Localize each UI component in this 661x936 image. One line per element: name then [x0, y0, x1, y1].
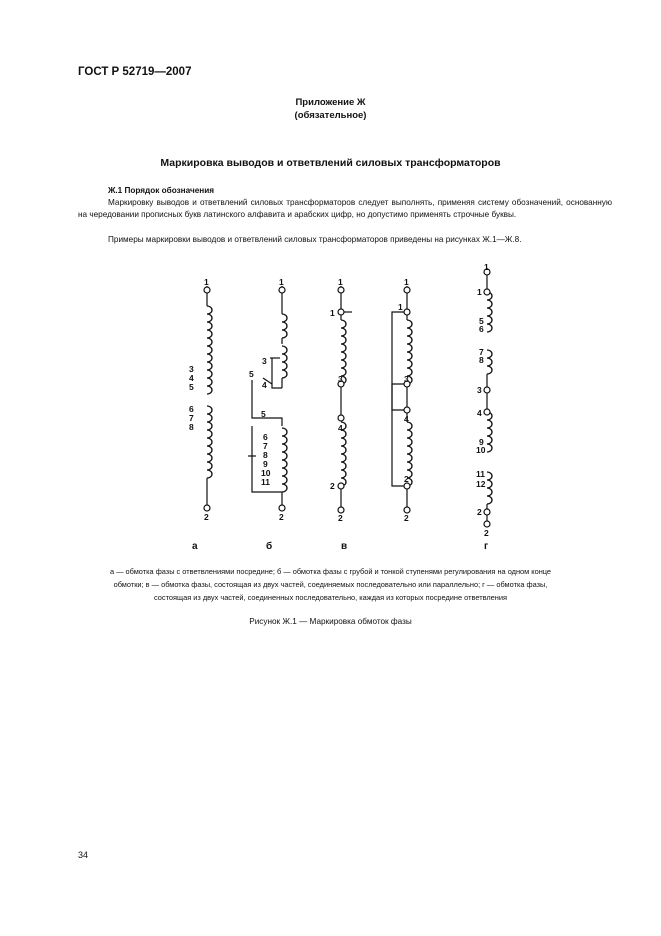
- v-sub-label: в: [341, 541, 348, 552]
- g-tap-7: 7: [479, 347, 484, 357]
- b-tap-4: 4: [262, 380, 267, 390]
- g-tap-6: 6: [479, 324, 484, 334]
- g-tap-4: 4: [477, 408, 482, 418]
- caption-line-3: состоящая из двух частей, соединенных последовательно, каждая из которых посредине ответвления: [154, 593, 507, 602]
- winding-diagram: [0, 260, 661, 560]
- diagram-v: [338, 286, 352, 513]
- g-term-bottom: 2: [484, 528, 489, 538]
- b-tap-6: 6: [263, 432, 268, 442]
- g-tap-3: 3: [477, 385, 482, 395]
- a-term-1: 1: [204, 277, 209, 287]
- v2-term-top: 1: [404, 277, 409, 287]
- b-tap-7: 7: [263, 441, 268, 451]
- caption-line-1: а — обмотка фазы с ответвлениями посредине; б — обмотка фазы с грубой и тонкой ступенями регулирования на одном конце: [109, 567, 552, 576]
- a-tap-4: 4: [189, 373, 194, 383]
- g-term-top: 1: [484, 262, 489, 272]
- b-sub-label: б: [266, 541, 273, 552]
- main-title: Маркировка выводов и ответвлений силовых трансформаторов: [160, 157, 501, 169]
- v2-term-4: 4: [404, 414, 409, 424]
- v-term-top: 1: [338, 277, 343, 287]
- a-tap-6: 6: [189, 404, 194, 414]
- annex-title: Приложение Ж: [295, 97, 366, 108]
- g-tap-5: 5: [479, 316, 484, 326]
- page-number: 34: [78, 850, 89, 860]
- section-heading: Ж.1 Порядок обозначения: [108, 186, 215, 195]
- g-tap-12: 12: [476, 479, 486, 489]
- document-header: ГОСТ Р 52719—2007: [78, 66, 192, 78]
- b-tap-10: 10: [261, 468, 271, 478]
- b-tap-5a: 5: [249, 369, 254, 379]
- b-tap-11: 11: [261, 477, 270, 487]
- v-term-4: 4: [338, 423, 343, 433]
- v2-term-2: 2: [404, 474, 409, 484]
- g-tap-2: 2: [477, 507, 482, 517]
- b-tap-3: 3: [262, 356, 267, 366]
- figure-caption: [0, 565, 661, 604]
- b-tap-9: 9: [263, 459, 268, 469]
- paragraph-2: [78, 234, 612, 246]
- a-tap-5: 5: [189, 382, 194, 392]
- g-tap-11: 11: [476, 469, 485, 479]
- v2-term-bottom: 2: [404, 513, 409, 523]
- b-tap-8: 8: [263, 450, 268, 460]
- paragraph-1-text: Маркировку выводов и ответвлений силовых трансформаторов следует выполнять, применяя систему обозначений, основанную на чередовании прописных букв латинского алфавита и арабских цифр, но допустимо применять строчные буквы.: [78, 198, 612, 220]
- caption-line-2: обмотки; в — обмотка фазы, состоящая из двух частей, соединяемых последовательно или параллельно; г — обмотка фазы,: [113, 580, 548, 589]
- g-tap-1: 1: [477, 287, 482, 297]
- annex-status: (обязательное): [294, 110, 367, 121]
- paragraph-1: [78, 197, 612, 221]
- paragraph-2-text: Примеры маркировки выводов и ответвлений силовых трансформаторов приведены на рисунках Ж.1—Ж.8.: [108, 235, 522, 244]
- v-term-bottom: 2: [338, 513, 343, 523]
- figure-title: Рисунок Ж.1 — Маркировка обмоток фазы: [249, 617, 412, 626]
- a-tap-7: 7: [189, 413, 194, 423]
- v-term-2: 2: [330, 481, 335, 491]
- g-tap-9: 9: [479, 437, 484, 447]
- v-term-3: 3: [338, 374, 343, 384]
- b-term-1: 1: [279, 277, 284, 287]
- b-tap-5b: 5: [261, 409, 266, 419]
- diagram-v-parallel: [392, 286, 412, 513]
- b-term-2: 2: [279, 512, 284, 522]
- v-term-1: 1: [330, 308, 335, 318]
- g-sub-label: г: [484, 541, 489, 552]
- g-tap-8: 8: [479, 355, 484, 365]
- a-term-2: 2: [204, 512, 209, 522]
- a-tap-3: 3: [189, 364, 194, 374]
- diagram-a: [204, 286, 212, 511]
- a-tap-8: 8: [189, 422, 194, 432]
- g-tap-10: 10: [476, 445, 486, 455]
- v2-term-1: 1: [398, 302, 403, 312]
- v2-term-3: 3: [404, 374, 409, 384]
- a-sub-label: а: [192, 541, 198, 552]
